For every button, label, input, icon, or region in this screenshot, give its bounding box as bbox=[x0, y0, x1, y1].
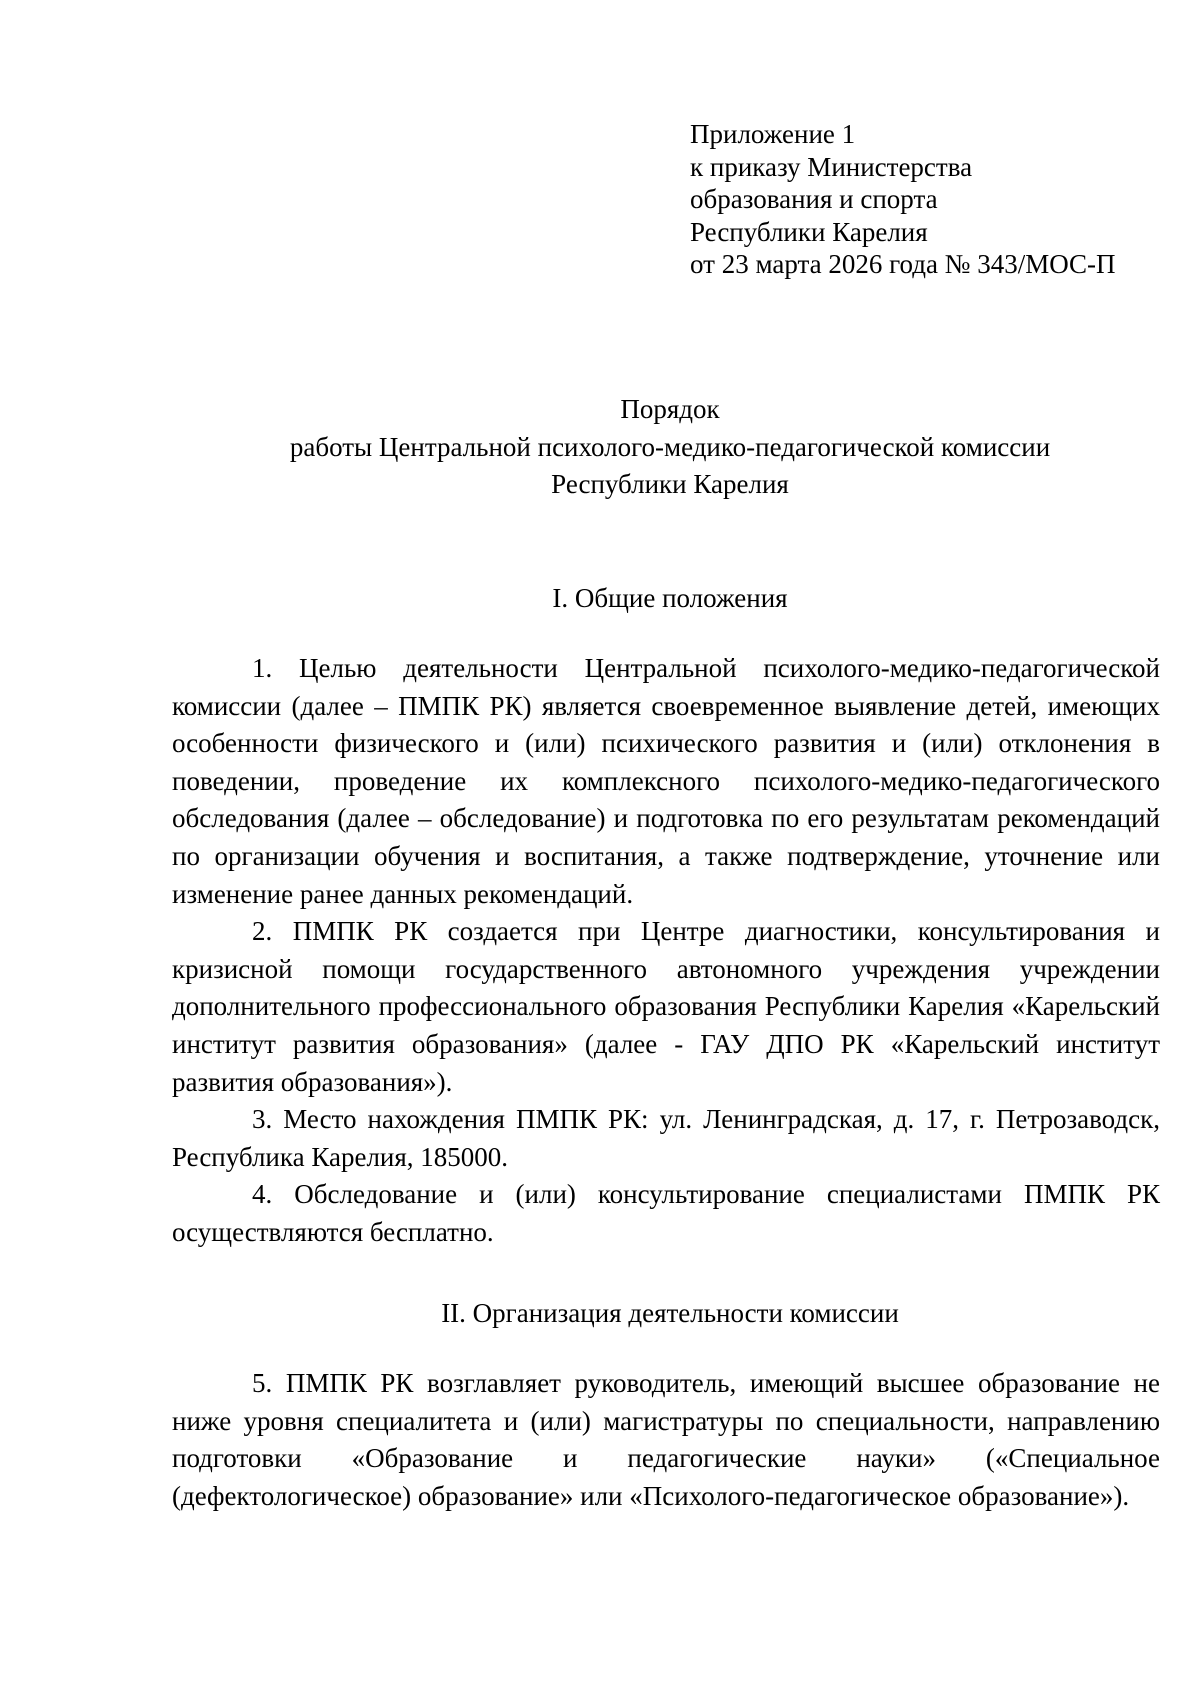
attachment-line: к приказу Министерства bbox=[690, 151, 973, 182]
paragraph-4: 4. Обследование и (или) консультирование специалистами ПМПК РК осуществляются бесплатно. bbox=[172, 1179, 1160, 1247]
attachment-line: образования и спорта bbox=[690, 184, 938, 214]
document-title-line: Республики Карелия bbox=[551, 469, 789, 499]
paragraph-3: 3. Место нахождения ПМПК РК: ул. Ленинградская, д. 17, г. Петрозаводск, Республика Карелия, 185000. bbox=[172, 1104, 1160, 1172]
section-body-general bbox=[172, 650, 1160, 1252]
attachment-line: Республики Карелия bbox=[690, 216, 928, 247]
section-heading-general: I. Общие положения bbox=[552, 583, 788, 613]
document-title bbox=[0, 391, 1200, 504]
document-title-line: Порядок bbox=[620, 394, 720, 424]
paragraph-5: 5. ПМПК РК возглавляет руководитель, имеющий высшее образование не ниже уровня специалитета и (или) магистратуры по специальности, направлению подготовки «Образование и педагогические науки» («Специальное (дефектологическое) образование» или «Психолого-педагогическое образование»). bbox=[172, 1368, 1160, 1511]
paragraph-1: 1. Целью деятельности Центральной психолого-медико-педагогической комиссии (далее – ПМПК РК) является своевременное выявление детей, имеющих особенности физического и (или) психического развития и (или) отклонения в поведении, проведение их комплексного психолого-медико-педагогического обследования (далее – обследование) и подготовка по его результатам рекомендаций по организации обучения и воспитания, а также подтверждение, уточнение или изменение ранее данных рекомендаций. bbox=[172, 653, 1160, 909]
paragraph-2: 2. ПМПК РК создается при Центре диагностики, консультирования и кризисной помощи государственного автономного учреждения учреждении дополнительного профессионального образования Республики Карелия «Карельский институт развития образования» (далее - ГАУ ДПО РК «Карельский институт развития образования»). bbox=[172, 916, 1160, 1097]
document-title-line: работы Центральной психолого-медико-педагогической комиссии bbox=[289, 431, 1051, 462]
attachment-block bbox=[690, 118, 1116, 281]
section-body-organization bbox=[172, 1365, 1160, 1515]
attachment-line: Приложение 1 bbox=[690, 119, 856, 149]
section-heading-organization: II. Организация деятельности комиссии bbox=[441, 1298, 899, 1328]
attachment-line: от 23 марта 2026 года № 343/МОС-П bbox=[690, 249, 1116, 279]
